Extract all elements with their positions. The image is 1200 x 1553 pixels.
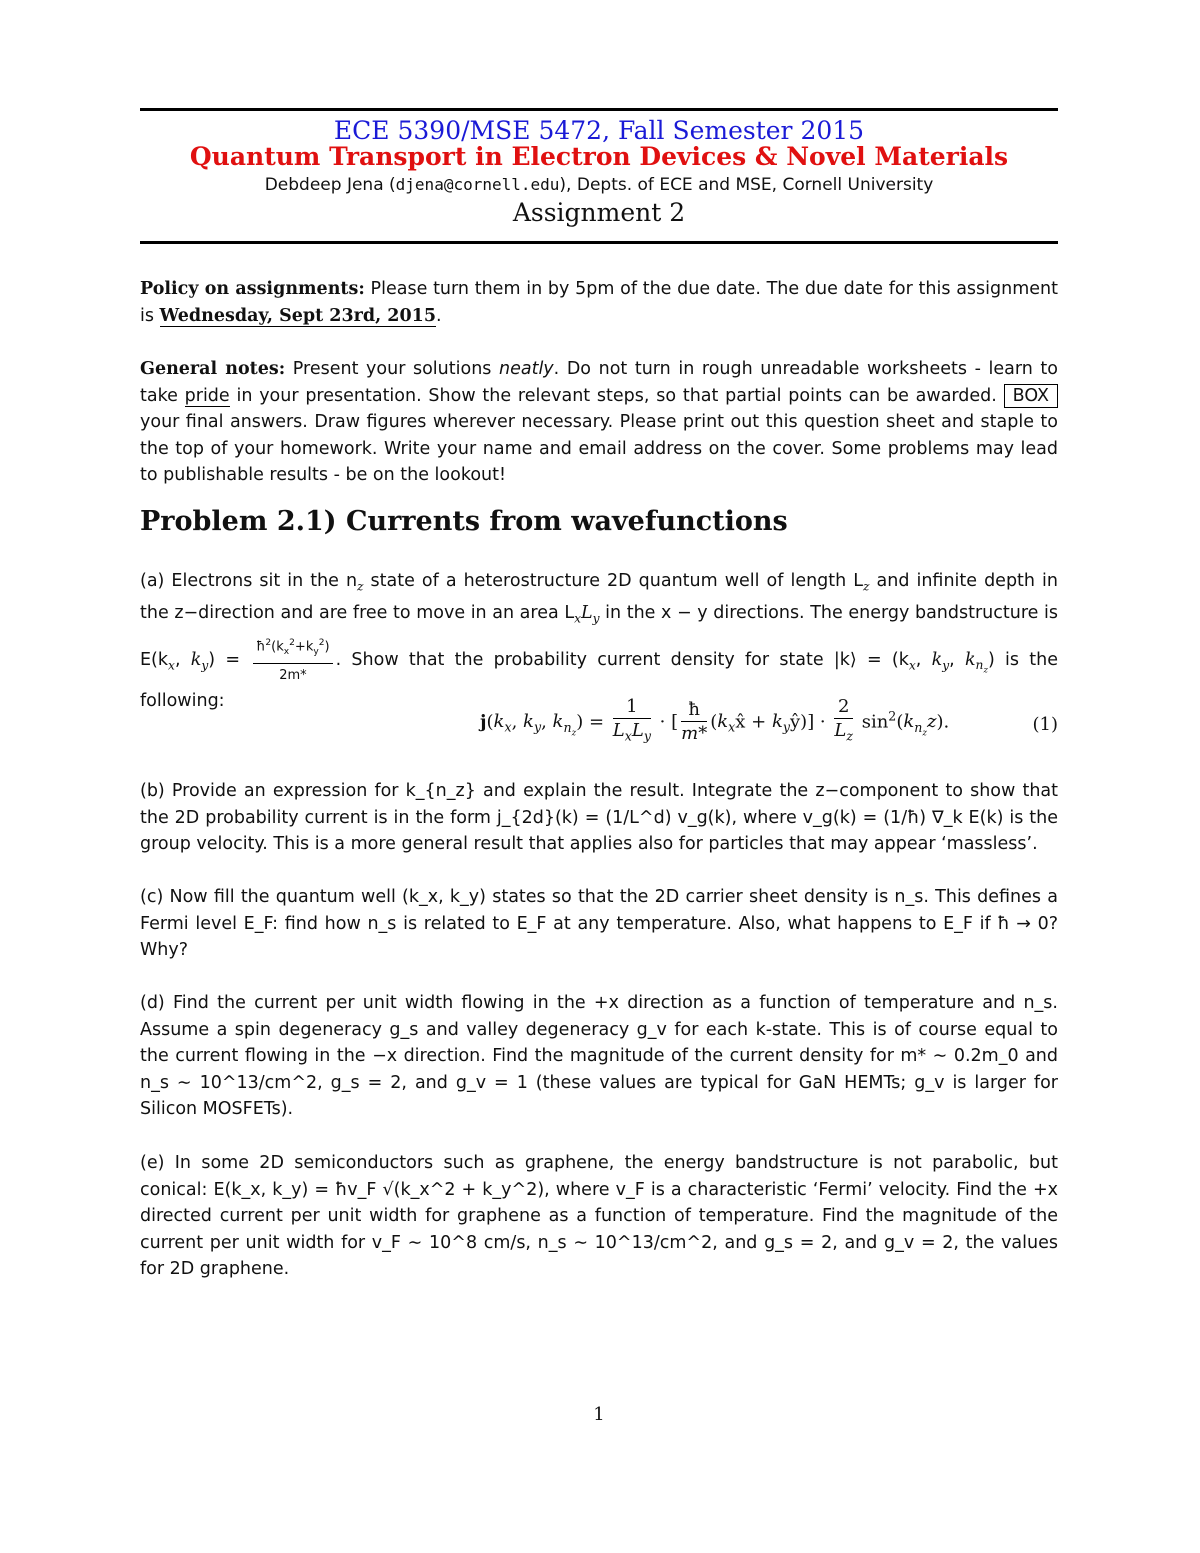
part-e: (e) In some 2D semiconductors such as graphene, the energy bandstructure is not parabolic, but conical: E(k_x, k_y) = ħv_F √(k_x^2 + k_y^2), where v_F is a characteristic ‘Fermi’ velocity. Find the +x directed current per unit width for graphene as a function of temperature. Find the magnitude of the current per unit width for v_F ∼ 10^8 cm/s, n_s ∼ 10^13/cm^2, and g_s = 2, and g_v = 2, the values for 2D graphene. xyxy=(140,1153,1058,1279)
box-label: BOX xyxy=(1004,384,1058,408)
policy-label: Policy on assignments: xyxy=(140,279,365,299)
part-a-text-1: (a) Electrons sit in the n xyxy=(140,571,358,591)
problem-title: Problem 2.1) Currents from wavefunctions xyxy=(140,506,788,537)
equation-body: $j(k_x$, $k_y$, $k_{n_z}$) = $\frac{1}{L_xL_y}$ · [ $\frac{ħ}{m*}$ ($k_xx̂$ + $k_yŷ$)] · $\frac{2}{L_z}$ $\sin^2(k_{n_z}z)$. xyxy=(480,696,950,744)
part-a-text-6: ) is the following: xyxy=(140,649,1058,711)
author-suffix: ), Depts. of ECE and MSE, Cornell University xyxy=(559,175,934,195)
course-title: ECE 5390/MSE 5472, Fall Semester 2015 xyxy=(333,116,865,145)
notes-text-2: . Do not turn in rough unreadable worksheets - learn to take xyxy=(140,359,1059,406)
part-a-text-3: and infinite depth in the z−direction and are free to move in an area L xyxy=(140,571,1058,623)
notes-label: General notes: xyxy=(140,359,286,379)
policy-paragraph xyxy=(140,276,1058,329)
assignment-title: Assignment 2 xyxy=(512,198,686,227)
notes-text-3: in your presentation. Show the relevant steps, so that partial points can be awarded. xyxy=(229,385,1004,406)
author-line xyxy=(140,175,1058,195)
part-d: (d) Find the current per unit width flowing in the +x direction as a function of temperature and n_s. Assume a spin degeneracy g_s and valley degeneracy g_v for each k-state. This is of course equal to the current flowing in the −x direction. Find the magnitude of the current density for m* ∼ 0.2m_0 and n_s ∼ 10^13/cm^2, g_s = 2, and g_v = 1 (these values are typical for GaN HEMTs; g_v is larger for Silicon MOSFETs). xyxy=(140,993,1058,1119)
notes-text-1: Present your solutions xyxy=(285,359,499,379)
equation-1 xyxy=(140,696,1058,756)
top-rule xyxy=(140,108,1058,111)
notes-pride: pride xyxy=(184,385,230,406)
part-c: (c) Now fill the quantum well (k_x, k_y) states so that the 2D carrier sheet density is n_s. This defines a Fermi level E_F: find how n_s is related to E_F at any temperature. Also, what happens to E_F if ħ → 0? Why? xyxy=(140,887,1058,960)
general-notes-paragraph xyxy=(140,356,1058,489)
equation-number: (1) xyxy=(1032,714,1058,735)
notes-text-4: your final answers. Draw figures wherever necessary. Please print out this question sheet and staple to the top of your homework. Write your name and email address on the cover. Some problems may lead to publishable results - be on the lookout! xyxy=(140,412,1058,485)
part-a-text-2: state of a heterostructure 2D quantum well of length L xyxy=(363,571,864,591)
notes-neatly: neatly xyxy=(499,359,554,379)
part-a: (a) Electrons sit in the $n_z$ state of a heterostructure 2D quantum well of length $L_z$ and infinite depth in the z−direction and are free to move in an area $L_xL_y$ in the x − y directions. The energy bandstructure is $E(k_x$, $k_y$) = $\frac{ħ^2(k_x^2+k_y^2)}{2m*}$ . Show that the probability current density for state |k⟩ = ($k_x$, $k_y$, $k_{n_z}$) is the following: xyxy=(140,571,1059,711)
course-subject: Quantum Transport in Electron Devices & Novel Materials xyxy=(189,142,1009,171)
part-a-text-4: in the x − y directions. The energy bandstructure is E(k xyxy=(140,603,1059,670)
bottom-rule xyxy=(140,241,1058,244)
page-number: 1 xyxy=(593,1404,605,1425)
due-date: Wednesday, Sept 23rd, 2015 xyxy=(159,305,436,326)
policy-text: Please turn them in by 5pm of the due date. The due date for this assignment is xyxy=(140,279,1058,326)
part-b: (b) Provide an expression for k_{n_z} and explain the result. Integrate the z−component to show that the 2D probability current is in the form j_{2d}(k) = (1/L^d) v_g(k), where v_g(k) = (1/ħ) ∇_k E(k) is the group velocity. This is a more general result that applies also for particles that may appear ‘massless’. xyxy=(140,781,1058,854)
author-prefix: Debdeep Jena ( xyxy=(264,175,396,195)
policy-end: . xyxy=(436,305,442,326)
part-a-text-5: . Show that the probability current density for state |k⟩ = (k xyxy=(335,649,909,670)
author-email: djena@cornell.edu xyxy=(395,175,560,194)
